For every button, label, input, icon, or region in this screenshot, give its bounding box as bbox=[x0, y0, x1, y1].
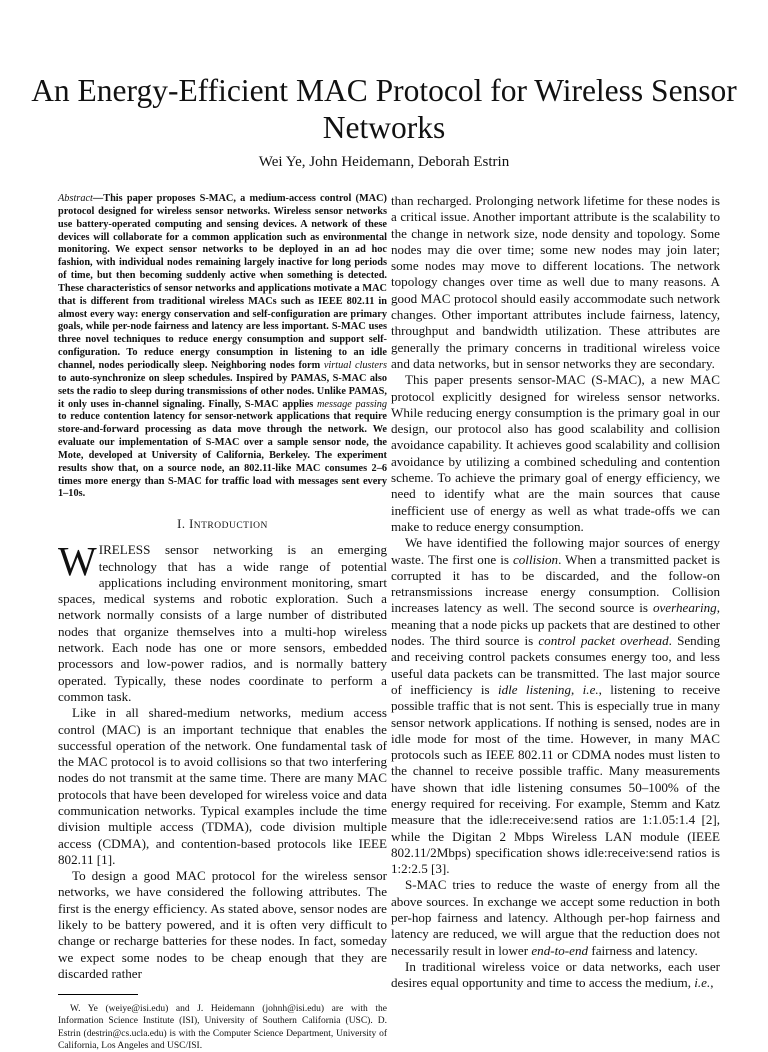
p3-text-c: , meaning that a node picks up packets that are destined to other nodes. The third source is bbox=[391, 600, 720, 649]
p3-text-d: . Sending and receiving control packets consumes energy too, and less useful data packets can be transmitted. The last major source of inefficiency is bbox=[391, 633, 720, 697]
intro-paragraph-3: To design a good MAC protocol for the wireless sensor networks, we have considered the following attributes. The first is the energy efficiency. As stated above, sensor nodes are likely to be battery powered, and it is often very difficult to change or recharge batteries for these nodes. In fact, someday we expect some nodes to be cheap enough that they are discarded rather bbox=[58, 868, 387, 981]
p3-emph-idle-listening: idle listening bbox=[497, 681, 572, 697]
p3-emph-ie: i.e. bbox=[582, 681, 599, 697]
abstract-lead: Abstract bbox=[58, 193, 93, 204]
section-heading-introduction bbox=[58, 517, 387, 532]
abstract bbox=[58, 193, 387, 501]
abstract-emph-2: message passing bbox=[316, 398, 387, 410]
p5-emph-ie: i.e. bbox=[694, 975, 711, 991]
p3-emph-control-overhead: control packet overhead bbox=[538, 633, 669, 649]
section-heading-num: I. I bbox=[177, 517, 194, 532]
right-body bbox=[391, 193, 720, 992]
paper-authors: Wei Ye, John Heidemann, Deborah Estrin bbox=[258, 154, 510, 170]
p3-emph-overhearing: overhearing bbox=[652, 600, 717, 616]
footnote-rule bbox=[58, 994, 138, 995]
right-column bbox=[391, 193, 720, 992]
p5-text-b: , bbox=[710, 975, 714, 991]
p3-text-f: , listening to receive possible traffic that is not sent. This is especially true in many sensor network applications. If nothing is sensed, nodes are in idle mode for most of the time. However, in many MAC protocols such as IEEE 802.11 or CDMA nodes must listen to the channel to receive possible traffic. Many measurements have shown that idle listening consumes 50–100% of the energy required for receiving. For example, Stemm and Katz measure that the idle:receive:send ratios are 1:1.05:1.4 [2], while the Digitan 2 Mbps Wireless LAN module (IEEE 802.11/2Mbps) specification shows idle:receive:send ratios is 1:2:2.5 [3]. bbox=[391, 681, 721, 877]
p3-text-a: We have identified the following major sources of energy waste. The first one is bbox=[391, 535, 720, 567]
section-heading-rest: NTRODUCTION bbox=[193, 521, 268, 532]
p4-emph-end-to-end: end-to-end bbox=[531, 942, 589, 958]
intro-p1-text: sensor networking is an emerging technology that has a wide range of potential applications including environment monitoring, smart spaces, medical systems and robotic exploration. Such a network normally consists of a large number of distributed nodes that organize themselves into a multi-hop wireless network. Each node has one or more sensors, embedded processors and low-power radios, and is normally battery operated. Typically, these nodes coordinate to perform a common task. bbox=[58, 542, 387, 704]
p3-text-b: . When a transmitted packet is corrupted it has to be discarded, and the follow-on retransmissions increase energy consumption. Collision increases latency as well. The second source is bbox=[391, 551, 720, 616]
right-paragraph-4 bbox=[391, 877, 720, 958]
p3-text-e: , bbox=[571, 681, 583, 697]
p4-text-a: S-MAC tries to reduce the waste of energy from all the above sources. In exchange we accept some reduction in both per-hop fairness and latency. Although per-hop fairness and latency are reduced, we will argue that the reduction does not necessarily result in lower bbox=[391, 877, 720, 958]
drop-cap: W bbox=[58, 538, 97, 585]
abstract-text-3: to reduce contention latency for sensor-network applications that require store-and-forward processing as data move through the network. We evaluate our implementation of S-MAC over a sample sensor node, the Mote, developed at University of California, Berkeley. The experiment results show that, on a source node, an 802.11-like MAC consumes 2–6 times more energy than S-MAC for traffic load with messages sent every 1–10s. bbox=[58, 411, 387, 500]
left-column bbox=[58, 193, 387, 1052]
right-paragraph-3 bbox=[391, 535, 720, 877]
p3-emph-collision: collision bbox=[512, 551, 559, 567]
intro-paragraph-2: Like in all shared-medium networks, medium access control (MAC) is an important technique that enables the successful operation of the network. One fundamental task of the MAC protocol is to avoid collisions so that two interfering nodes do not transmit at the same time. There are many MAC protocols that have been developed for wireless voice and data communication networks. Typical examples include the time division multiple access (TDMA), code division multiple access (CDMA), and contention-based protocols like IEEE 802.11 [1]. bbox=[58, 705, 387, 867]
author-footnote: W. Ye (weiye@isi.edu) and J. Heidemann (johnh@isi.edu) are with the Information Science Institute (ISI), University of Southern California (USC). D. Estrin (destrin@cs.ucla.edu) is with the Computer Science Department, University of California, Los Angeles and USC/ISI. bbox=[58, 1004, 387, 1051]
p4-text-b: fairness and latency. bbox=[588, 942, 698, 958]
abstract-text-2: to auto-synchronize on sleep schedules. Inspired by PAMAS, S-MAC also sets the radio to sleep during transmissions of other nodes. Unlike PAMAS, it only uses in-channel signaling. Finally, S-MAC applies bbox=[58, 372, 387, 410]
right-paragraph-5 bbox=[391, 959, 720, 992]
left-body bbox=[58, 538, 387, 982]
intro-p1-first-word: IRELESS bbox=[98, 542, 151, 558]
right-paragraph-1: than recharged. Prolonging network lifetime for these nodes is a critical issue. Another important attribute is the scalability to the change in network size, node density and topology. Some nodes may die over time; some new nodes may join later; some nodes may move to different locations. The network topology changes over time as well due to many reasons. A good MAC protocol should easily accommodate such network changes. Other important attributes include fairness, latency, throughput and bandwidth utilization. These attributes are generally the primary concerns in traditional wireless voice and data networks, but in sensor networks they are secondary. bbox=[391, 193, 720, 371]
abstract-text-1: —This paper proposes S-MAC, a medium-access control (MAC) protocol designed for wireless sensor networks. Wireless sensor networks use battery-operated computing and sensing devices. A network of these devices will collaborate for a common application such as environmental monitoring. We expect sensor networks to be deployed in an ad hoc fashion, with individual nodes remaining largely inactive for long periods of time, but then becoming suddenly active when something is detected. These characteristics of sensor networks and applications motivate a MAC that is different from traditional wireless MACs such as IEEE 802.11 in almost every way: energy conservation and self-configuration are primary goals, while per-node fairness and latency are less important. S-MAC uses three novel techniques to reduce energy consumption and support self-configuration. To reduce energy consumption in listening to an idle channel, nodes periodically sleep. Neighboring nodes form bbox=[58, 193, 387, 371]
abstract-emph-1: virtual clusters bbox=[323, 359, 387, 371]
p5-text-a: In traditional wireless voice or data networks, each user desires equal opportunity and time to access the medium, bbox=[391, 958, 720, 991]
paper-title: An Energy-Efficient MAC Protocol for Wireless Sensor Networks bbox=[31, 73, 737, 145]
right-paragraph-2: This paper presents sensor-MAC (S-MAC), a new MAC protocol explicitly designed for wireless sensor networks. While reducing energy consumption is the primary goal in our design, our protocol also has good scalability and collision avoidance capability. It achieves good scalability and collision avoidance by utilizing a combined scheduling and contention scheme. To achieve the primary goal of energy efficiency, we need to identify what are the main sources that cause inefficient use of energy as well as what trade-offs we can make to reduce energy consumption. bbox=[391, 372, 720, 534]
intro-paragraph-1 bbox=[58, 538, 387, 705]
